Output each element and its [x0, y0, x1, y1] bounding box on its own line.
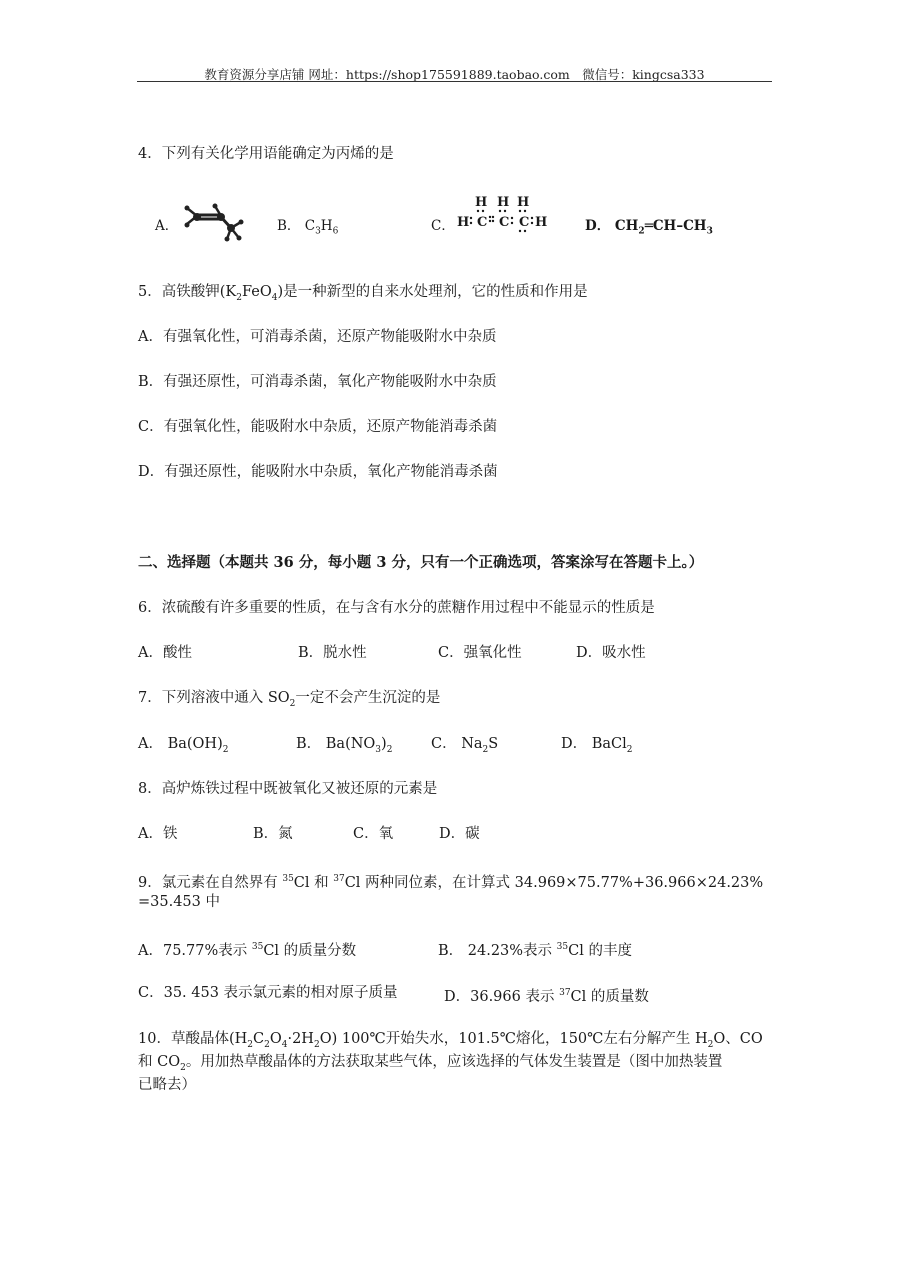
q8-option-d: D．碳 [439, 826, 480, 842]
q4-electron-formula [453, 196, 553, 236]
q4-c-c3: C [519, 215, 530, 230]
q4-c-h2: H [497, 196, 510, 210]
q5-stem: 5．高铁酸钾$(K_2FeO_4)$是一种新型的自来水处理剂，它的性质和作用是 [138, 284, 588, 303]
q7-option-c: C． $Na_2S$ [431, 736, 499, 755]
q10-stem-line1: 10．草酸晶体$(H_2C_2O_4\cdot 2H_2O)$ 100℃开始失水，101.5℃熔化，150℃左右分解产生 $H_2O$、CO [138, 1031, 763, 1050]
q6-option-b: B．脱水性 [298, 645, 367, 661]
q7-option-d: D． BaCl$_2$ [561, 736, 633, 755]
q4-option-b: B． $C_3H_6$ [277, 218, 339, 237]
q9-stem-line2: =35.453 中 [138, 894, 220, 910]
q9-option-a: A．75.77%表示 $^{35}$Cl 的质量分数 [138, 942, 357, 959]
q8-option-c: C．氧 [353, 826, 394, 842]
q10-stem-line2: 和 $CO_2$。用加热草酸晶体的方法获取某些气体，应该选择的气体发生装置是（图中加热装置 [138, 1054, 723, 1073]
q9-stem-line1: 9．氯元素在自然界有 $^{35}$Cl 和 $^{37}$Cl 两种同位素，在计算式 34.969×75.77%+36.966×24.23% [138, 874, 764, 891]
q6-option-a: A．酸性 [138, 645, 192, 661]
q7-option-a: A． $Ba(OH)_2$ [138, 736, 229, 755]
q5-option-a: A．有强氧化性，可消毒杀菌，还原产物能吸附水中杂质 [138, 329, 497, 345]
q5-option-c: C．有强氧化性，能吸附水中杂质，还原产物能消毒杀菌 [138, 419, 498, 435]
section-2-title: 二、选择题（本题共 36 分，每小题 3 分，只有一个正确选项，答案涂写在答题卡上。） [138, 554, 704, 571]
q4-stem: 4．下列有关化学用语能确定为丙烯的是 [138, 146, 394, 162]
q9-option-d: D．36.966 表示 $^{37}$Cl 的质量数 [444, 988, 649, 1005]
q5-option-d: D．有强还原性，能吸附水中杂质，氧化产物能消毒杀菌 [138, 464, 498, 480]
q10-stem-line3: 已略去） [138, 1077, 196, 1093]
q6-option-c: C．强氧化性 [438, 645, 522, 661]
q6-stem: 6．浓硫酸有许多重要的性质，在与含有水分的蔗糖作用过程中不能显示的性质是 [138, 600, 655, 616]
q7-stem: 7．下列溶液中通入 $SO_2$一定不会产生沉淀的是 [138, 690, 441, 709]
page-header: 教育资源分享店铺 网址：https://shop175591889.taobao.com 微信号：kingcsa333 [204, 67, 705, 82]
q5-option-b: B．有强还原性，可消毒杀菌，氧化产物能吸附水中杂质 [138, 374, 497, 390]
q4-c-h5: H [535, 215, 548, 230]
q4-option-d: D． $CH_2═CH-CH_3$ [585, 218, 713, 237]
q4-c-h3: H [517, 196, 530, 210]
q6-option-d: D．吸水性 [576, 645, 646, 661]
q4-c-h1: H [475, 196, 488, 210]
q4-options [155, 196, 715, 246]
q4-c-c2: C [499, 215, 510, 230]
q9-option-c: C．35. 453 表示氯元素的相对原子质量 [138, 985, 398, 1001]
q4-option-a-label: A． [155, 218, 179, 234]
q4-c-h4: H [457, 215, 470, 230]
q8-option-b: B．氮 [253, 826, 293, 842]
q7-option-b: B． $Ba(NO_3)_2$ [296, 736, 393, 755]
q8-option-a: A．铁 [138, 826, 178, 842]
q8-stem: 8．高炉炼铁过程中既被氧化又被还原的元素是 [138, 781, 438, 797]
q4-ball-stick-model [179, 196, 251, 246]
header-rule [137, 81, 772, 82]
q4-option-c-label: C． [431, 218, 455, 234]
q9-option-b: B． 24.23%表示 $^{35}$Cl 的丰度 [438, 942, 632, 959]
q4-c-c1: C [477, 215, 488, 230]
